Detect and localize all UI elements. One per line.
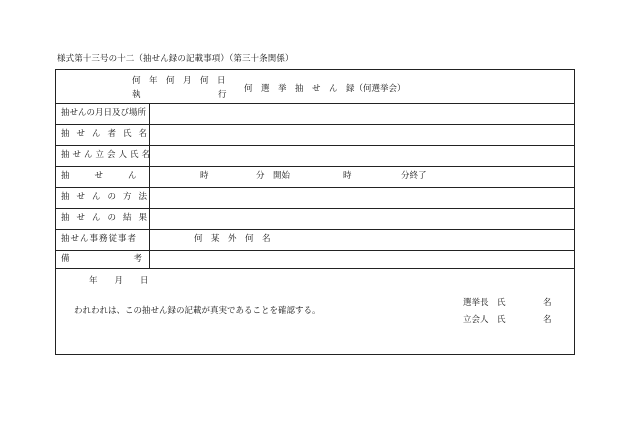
confirmation-section <box>56 268 574 354</box>
time-end-hour: 時 <box>343 171 352 181</box>
row-label: 抽せん立会人氏名 <box>56 145 150 166</box>
row-label: 抽せんの方法 <box>56 187 150 208</box>
row-date-place <box>56 103 574 125</box>
header-zhi: 執 <box>132 90 141 100</box>
witness-signature-label: 立会人 氏 <box>463 315 506 325</box>
row-label: 抽せんの結果 <box>56 208 150 229</box>
row-staff <box>56 229 574 251</box>
chair-signature-mei: 名 <box>543 298 552 308</box>
row-value <box>150 187 574 208</box>
row-remarks <box>56 250 574 269</box>
row-lottery-time <box>56 166 574 188</box>
form-caption: 様式第十三号の十二（抽せん録の記載事項）（第三十条関係） <box>57 54 294 64</box>
time-start-hour: 時 <box>200 171 209 181</box>
row-label: 抽せん者氏名 <box>56 124 150 145</box>
row-label: 抽せんの月日及び場所 <box>56 103 150 124</box>
row-value: 何 某 外 何 名 <box>194 234 271 244</box>
row-value <box>150 103 574 124</box>
confirmation-statement: われわれは、この抽せん録の記載が真実であることを確認する。 <box>74 306 321 316</box>
row-drawer-name <box>56 124 574 146</box>
row-label: 抽せん事務従事者 <box>56 229 150 250</box>
header-xing: 行 <box>218 90 227 100</box>
row-value <box>150 145 574 166</box>
form-title: 何 選 挙 抽 せ ん 録（何選挙会） <box>244 84 406 94</box>
row-label: 抽せん <box>56 166 150 187</box>
time-start-minute: 分 開始 <box>256 171 291 181</box>
chair-signature-label: 選挙長 氏 <box>463 298 506 308</box>
row-value <box>150 250 574 268</box>
header-date-line: 何 年 何 月 何 日 <box>132 76 226 86</box>
row-value <box>150 124 574 145</box>
row-witness-name <box>56 145 574 167</box>
row-method <box>56 187 574 209</box>
row-value <box>150 208 574 229</box>
form-header <box>56 70 574 104</box>
row-result <box>56 208 574 230</box>
witness-signature-mei: 名 <box>543 315 552 325</box>
row-value <box>150 166 574 187</box>
lottery-record-form <box>55 69 575 355</box>
time-end-minute: 分終了 <box>401 171 427 181</box>
row-label: 備考 <box>56 250 150 268</box>
confirmation-date: 年 月 日 <box>89 276 149 286</box>
